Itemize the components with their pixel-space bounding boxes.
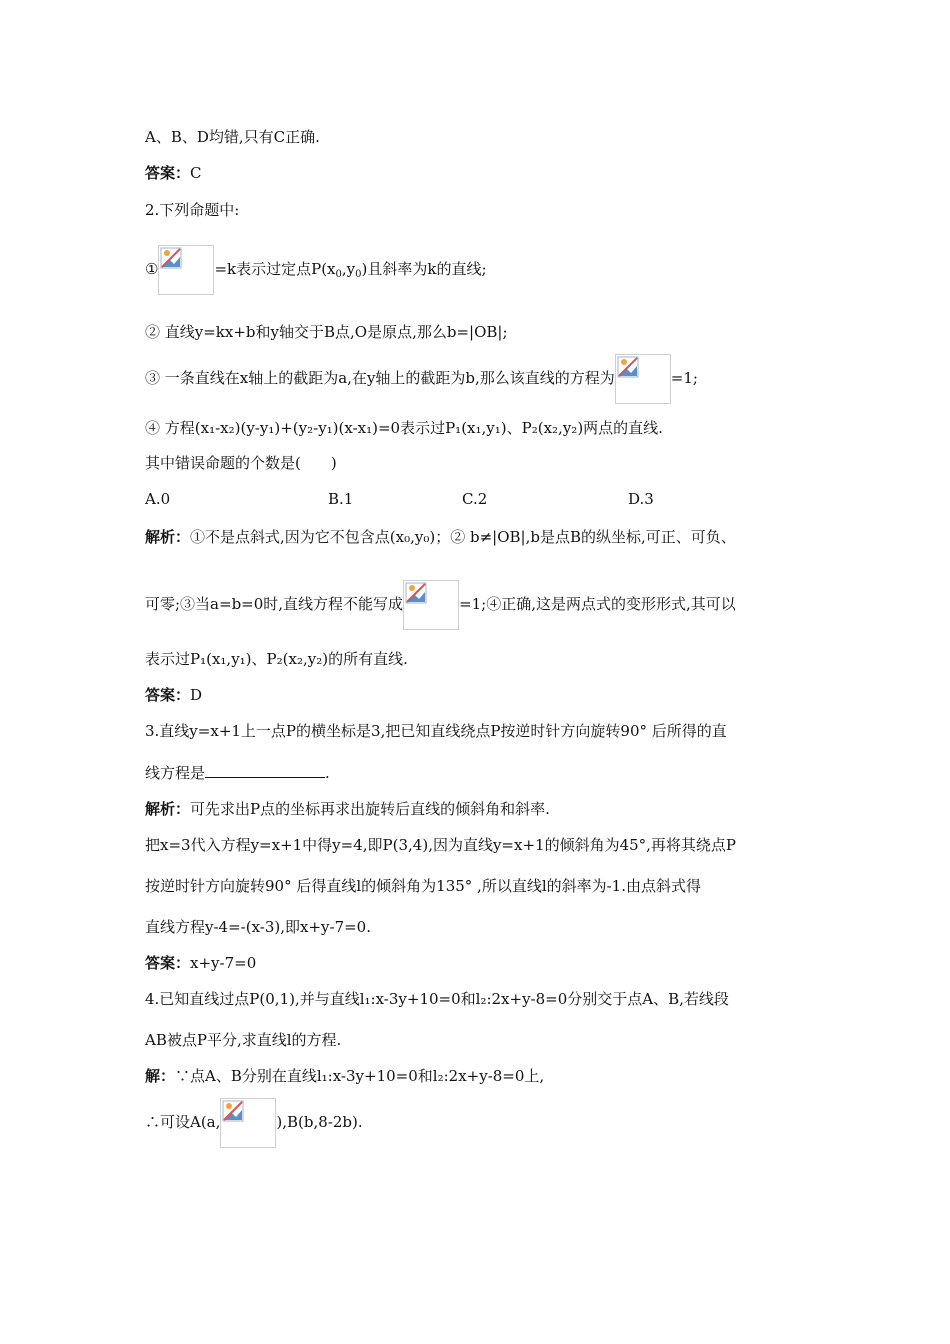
q2-item-1 — [145, 241, 487, 303]
analysis-line: 按逆时针方向旋转90° 后得直线l的倾斜角为135° ,所以直线l的斜率为-1.由点斜式得 — [145, 877, 701, 895]
analysis-line: 表示过P₁(x₁,y₁)、P₂(x₂,y₂)的所有直线. — [145, 650, 408, 668]
question-3-line: 3.直线y=x+1上一点P的横坐标是3,把已知直线绕点P按逆时针方向旋转90° 后所得的直 — [145, 722, 727, 740]
question-ask: 其中错误命题的个数是( ) — [145, 454, 337, 472]
question-4-line: AB被点P平分,求直线l的方程. — [145, 1031, 342, 1049]
answer-line — [145, 685, 202, 705]
option-b: B.1 — [328, 490, 354, 508]
question-title: 2.下列命题中: — [145, 201, 240, 219]
formula-image-icon — [220, 1098, 276, 1148]
analysis-text: 可零;③当a=b=0时,直线方程不能写成 — [145, 595, 404, 613]
q2-item-4: ④ 方程(x₁-x₂)(y-y₁)+(y₂-y₁)(x-x₁)=0表示过P₁(x₁,y₁)、P₂(x₂,y₂)两点的直线. — [145, 419, 663, 437]
text-line: A、B、D均错,只有C正确. — [145, 128, 320, 146]
question-text: 线方程是 — [145, 764, 206, 782]
analysis-line: 把x=3代入方程y=x+1中得y=4,即P(3,4),因为直线y=x+1的倾斜角为45°,再将其绕点P — [145, 836, 737, 854]
answer-label: 答案： — [145, 686, 191, 704]
solution-line — [145, 1066, 544, 1086]
answer-line — [145, 953, 256, 973]
formula-image-icon — [615, 354, 671, 404]
answer-blank — [205, 763, 325, 778]
solution-text: ∴可设A(a, — [145, 1113, 221, 1131]
answer-label: 答案： — [145, 164, 191, 182]
answer-label: 答案： — [145, 954, 191, 972]
item-text: ,y — [341, 260, 356, 278]
option-d: D.3 — [628, 490, 654, 508]
analysis-line — [145, 799, 550, 819]
analysis-label: 解析： — [145, 800, 191, 818]
analysis-line — [145, 527, 736, 547]
analysis-text: =1;④正确,这是两点式的变形形式,其可以 — [459, 595, 736, 613]
analysis-line — [145, 579, 736, 630]
item-text: )且斜率为k的直线; — [361, 260, 487, 278]
subscript: 0 — [355, 269, 362, 280]
formula-image-icon — [158, 245, 214, 295]
solution-text: ),B(b,8-2b). — [276, 1113, 363, 1131]
answer-value: C — [190, 164, 202, 182]
analysis-line: 直线方程y-4=-(x-3),即x+y-7=0. — [145, 918, 371, 936]
q2-item-3 — [145, 353, 698, 404]
solution-line — [145, 1097, 363, 1148]
q2-item-2: ② 直线y=kx+b和y轴交于B点,O是原点,那么b=|OB|; — [145, 323, 508, 341]
item-text: =k表示过定点P(x — [214, 260, 336, 278]
answer-value: x+y-7=0 — [190, 954, 257, 972]
solution-label: 解： — [145, 1067, 176, 1085]
item-text: ③ 一条直线在x轴上的截距为a,在y轴上的截距为b,那么该直线的方程为 — [145, 369, 615, 387]
item-number: ① — [145, 260, 159, 278]
analysis-text: 可先求出P点的坐标再求出旋转后直线的倾斜角和斜率. — [190, 800, 550, 818]
formula-image-icon — [403, 580, 459, 630]
answer-line — [145, 163, 202, 183]
question-3-line — [145, 763, 330, 783]
item-text: =1; — [670, 369, 698, 387]
answer-value: D — [190, 686, 203, 704]
subscript: 0 — [335, 269, 342, 280]
solution-text: ∵点A、B分别在直线l₁:x-3y+10=0和l₂:2x+y-8=0上, — [175, 1067, 545, 1085]
question-text: . — [325, 764, 330, 782]
analysis-label: 解析： — [145, 528, 191, 546]
option-a: A.0 — [145, 490, 171, 508]
option-c: C.2 — [462, 490, 488, 508]
question-4-line: 4.已知直线过点P(0,1),并与直线l₁:x-3y+10=0和l₂:2x+y-8=0分别交于点A、B,若线段 — [145, 990, 729, 1008]
analysis-text: ①不是点斜式,因为它不包含点(x₀,y₀)；② b≠|OB|,b是点B的纵坐标,可正、可负、 — [190, 528, 736, 546]
